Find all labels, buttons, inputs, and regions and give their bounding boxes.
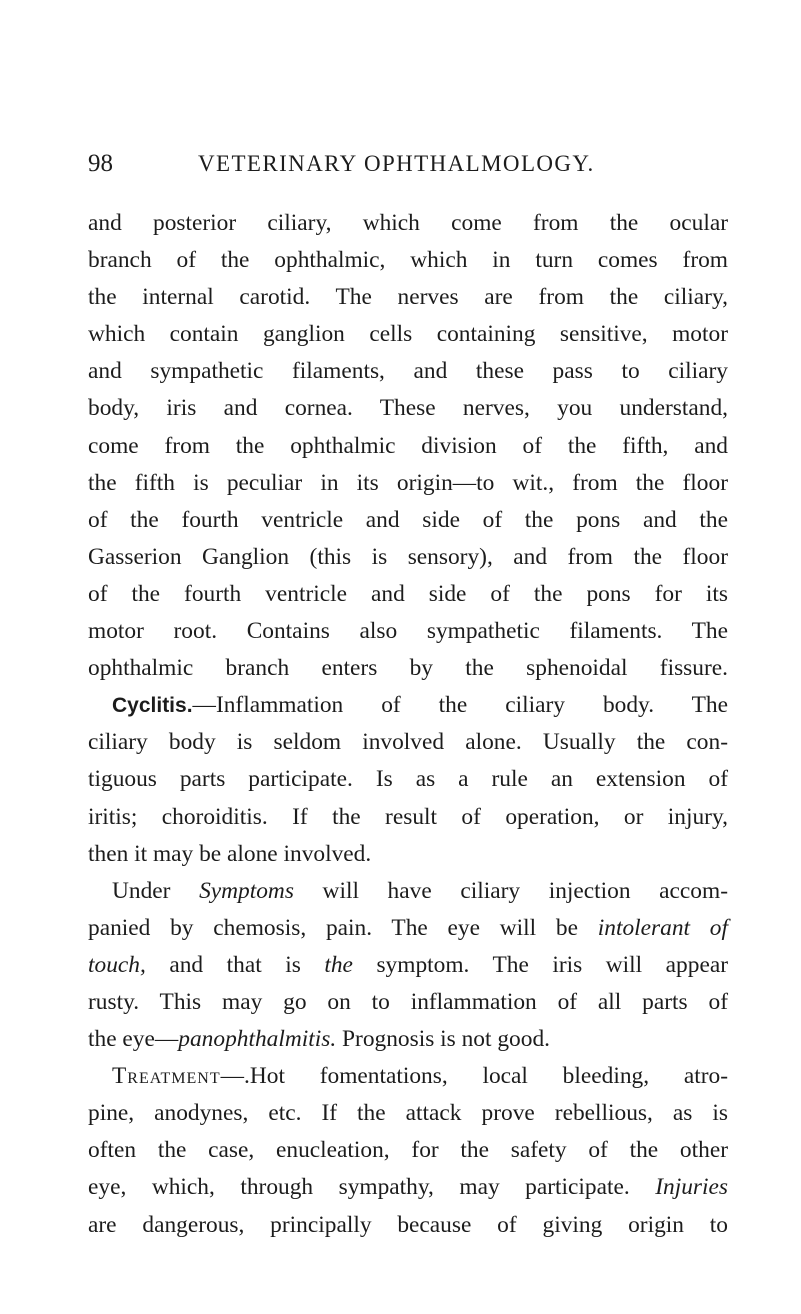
text-run: which contain ganglion cells containing sensitive, motor: [88, 321, 728, 348]
text-line: [88, 836, 728, 873]
text-line: [88, 799, 728, 836]
italic-run: the: [324, 951, 353, 978]
text-run: symptom. The iris will appear: [352, 951, 728, 978]
text-line: [88, 1207, 728, 1244]
text-run: rusty. This may go on to inflammation of all parts of: [88, 988, 728, 1015]
text-line: [88, 428, 728, 465]
text-run: the internal carotid. The nerves are from the ciliary,: [88, 284, 728, 311]
italic-run: intolerant of: [597, 914, 729, 941]
text-line: [88, 205, 728, 242]
text-run: often the case, enucleation, for the safety of the other: [88, 1137, 728, 1164]
text-run: and that is: [145, 951, 325, 978]
text-line: [88, 353, 728, 390]
text-line: [88, 650, 728, 687]
text-line: [88, 279, 728, 316]
text-run: tiguous parts participate. Is as a rule an extension of: [88, 766, 728, 793]
text-line: [88, 1169, 728, 1206]
running-title: VETERINARY OPHTHALMOLOGY.: [198, 151, 595, 176]
text-run: Under: [112, 877, 200, 904]
text-run: —Inflammation of the ciliary body. The: [192, 692, 728, 719]
text-run: panied by chemosis, pain. The eye will be: [88, 914, 598, 941]
text-line: [88, 724, 728, 761]
italic-run: Injuries: [655, 1174, 728, 1201]
italic-run: Symptoms: [199, 877, 294, 904]
text-run: —.Hot fomentations, local bleeding, atro-: [220, 1063, 728, 1090]
text-run: ophthalmic branch enters by the sphenoidal fissure.: [88, 655, 728, 682]
text-line: [88, 984, 728, 1021]
text-run: will have ciliary injection accom-: [293, 877, 728, 904]
text-run: ciliary body is seldom involved alone. Usually the con-: [88, 729, 728, 756]
text-line: [88, 613, 728, 650]
text-line: [88, 910, 728, 947]
text-run: of the fourth ventricle and side of the pons for its: [88, 580, 728, 607]
text-run: branch of the ophthalmic, which in turn comes from: [88, 247, 728, 274]
running-head: [88, 148, 728, 180]
text-line: [88, 576, 728, 613]
text-line: [88, 539, 728, 576]
text-line: [88, 502, 728, 539]
text-run: are dangerous, principally because of giving origin to: [88, 1211, 728, 1238]
text-line: [88, 465, 728, 502]
text-run: Prognosis is not good.: [336, 1026, 550, 1053]
body-text: [88, 205, 728, 1244]
text-line: [88, 242, 728, 279]
small-caps-run: Treatment: [112, 1063, 221, 1090]
text-run: eye, which, through sympathy, may participate.: [88, 1174, 656, 1201]
text-line: [88, 761, 728, 798]
text-run: and posterior ciliary, which come from the ocular: [88, 210, 728, 236]
text-line: [88, 316, 728, 353]
text-run: body, iris and cornea. These nerves, you understand,: [88, 395, 728, 422]
text-line: [88, 390, 728, 427]
text-run: the eye—: [88, 1026, 179, 1053]
text-line: [88, 1021, 728, 1058]
text-run: pine, anodynes, etc. If the attack prove rebellious, as is: [88, 1100, 728, 1127]
italic-run: panophthalmitis.: [178, 1026, 337, 1053]
text-line: [88, 1058, 728, 1095]
text-line: [88, 687, 728, 724]
text-run: motor root. Contains also sympathetic filaments. The: [88, 618, 728, 645]
text-run: of the fourth ventricle and side of the pons and the: [88, 506, 728, 533]
text-line: [88, 1132, 728, 1169]
text-run: the fifth is peculiar in its origin—to wit., from the floor: [88, 469, 728, 496]
text-line: [88, 1095, 728, 1132]
text-run: then it may be alone involved.: [88, 840, 372, 867]
text-line: [88, 947, 728, 984]
page-number: 98: [88, 150, 113, 177]
text-line: [88, 873, 728, 910]
text-run: Gasserion Ganglion (this is sensory), and from the floor: [88, 543, 728, 570]
italic-run: touch,: [88, 951, 146, 978]
text-run: and sympathetic filaments, and these pass to ciliary: [88, 358, 728, 385]
text-run: iritis; choroiditis. If the result of operation, or injury,: [88, 803, 728, 830]
text-run: come from the ophthalmic division of the fifth, and: [88, 432, 728, 459]
bold-run: Cyclitis.: [112, 694, 193, 718]
